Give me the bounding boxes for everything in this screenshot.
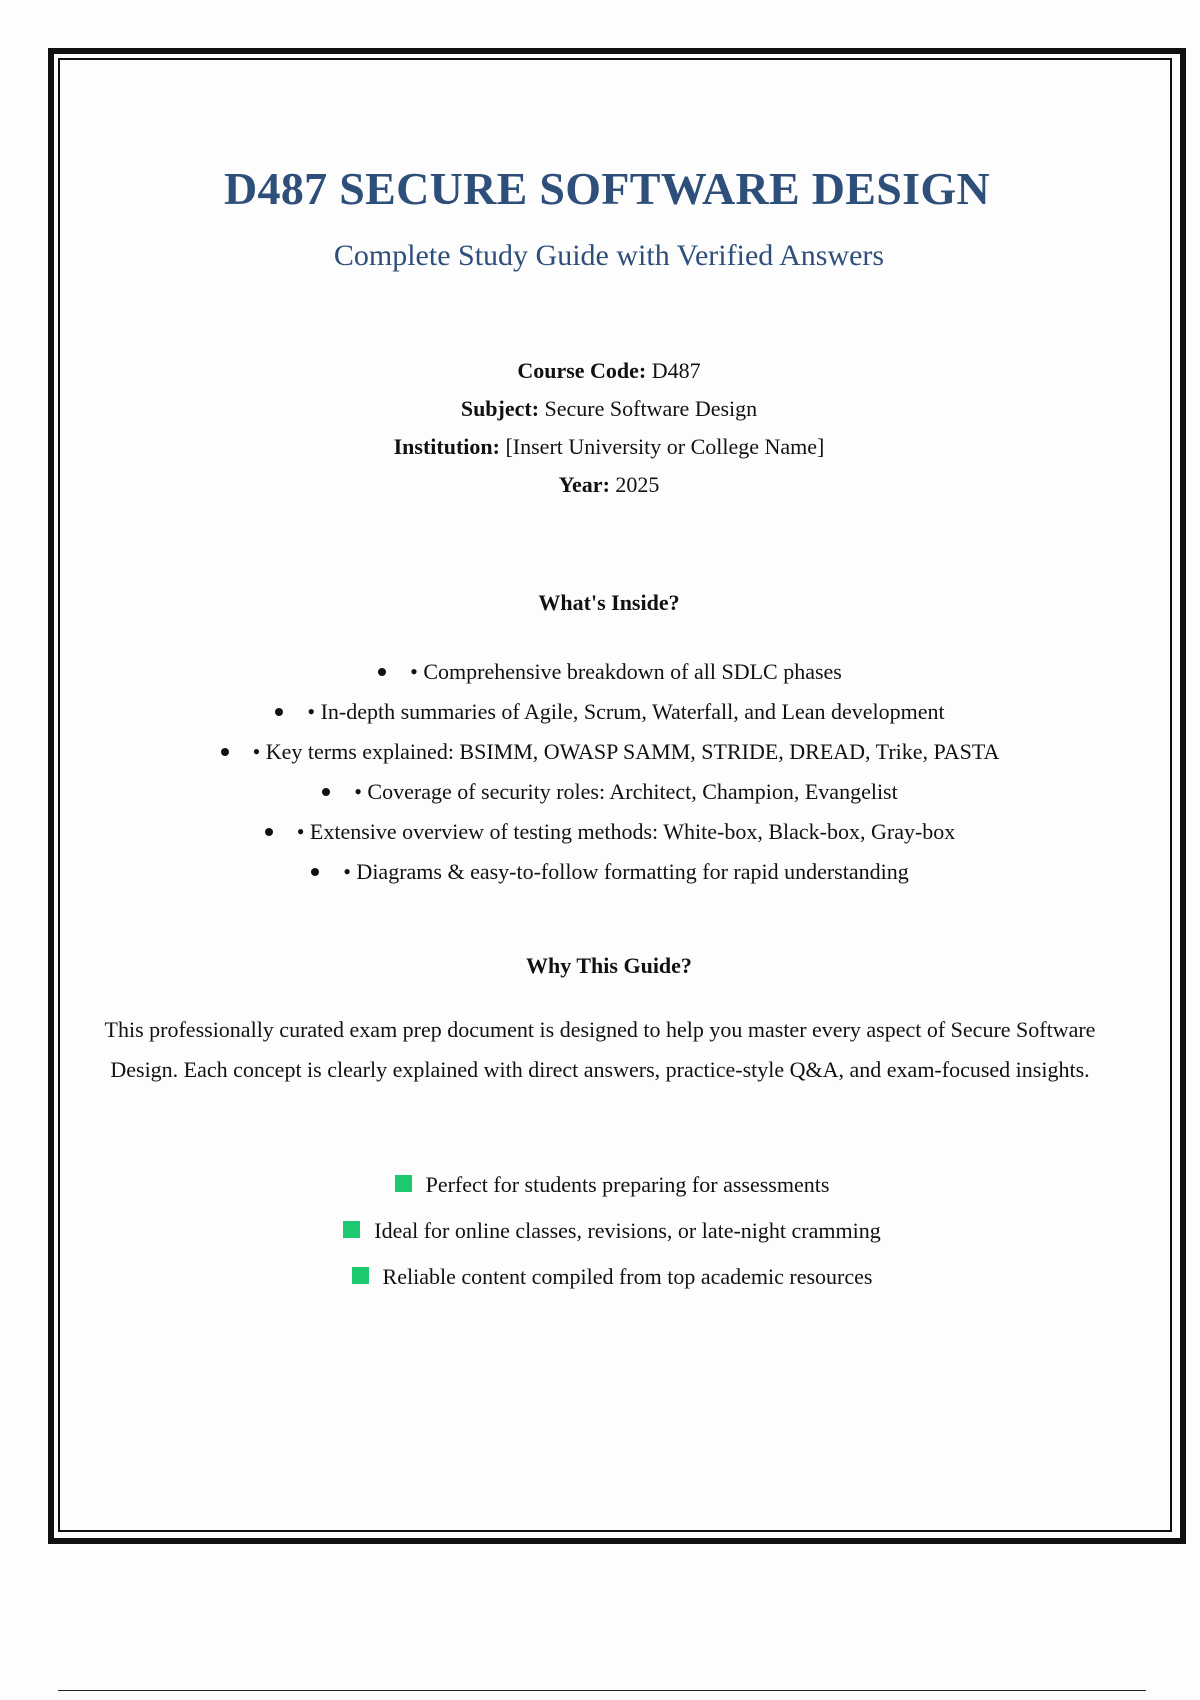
bullet-icon — [265, 828, 273, 836]
list-item — [56, 1165, 1168, 1211]
list-item-text: Perfect for students preparing for assessments — [425, 1172, 830, 1197]
why-this-guide-paragraph: This professionally curated exam prep document is designed to help you master every aspect of Secure Software Design. Each concept is clearly explained with direct answers, practice-style Q&A, and exam-focused insights. — [104, 1017, 1096, 1082]
bullet-icon — [275, 708, 283, 716]
bullet-icon — [221, 748, 229, 756]
whats-inside-heading: What's Inside? — [538, 590, 680, 615]
subject-row — [56, 390, 1162, 428]
cover-content — [62, 62, 1168, 1528]
institution-label: Institution: — [393, 434, 500, 459]
footer-divider — [58, 1690, 1146, 1691]
institution-row — [56, 428, 1162, 466]
list-item — [56, 1257, 1168, 1303]
list-item-text: Reliable content compiled from top academic resources — [382, 1264, 873, 1289]
institution-value: [Insert University or College Name] — [505, 434, 825, 459]
course-code-row — [56, 352, 1162, 390]
list-item-text: • In-depth summaries of Agile, Scrum, Waterfall, and Lean development — [307, 699, 945, 724]
list-item-text: • Diagrams & easy-to-follow formatting for rapid understanding — [343, 859, 909, 884]
subject-value: Secure Software Design — [544, 396, 758, 421]
bullet-icon — [322, 788, 330, 796]
list-item-text: • Key terms explained: BSIMM, OWASP SAMM, STRIDE, DREAD, Trike, PASTA — [252, 739, 1000, 764]
list-item — [56, 1211, 1168, 1257]
course-code-label: Course Code: — [517, 358, 647, 383]
bullet-icon — [311, 868, 319, 876]
green-square-icon — [352, 1267, 369, 1284]
year-row — [56, 466, 1162, 504]
year-label: Year: — [558, 472, 610, 497]
list-item — [52, 852, 1168, 892]
list-item — [52, 732, 1168, 772]
document-title: D487 SECURE SOFTWARE DESIGN — [224, 163, 990, 214]
year-value: 2025 — [615, 472, 660, 497]
bullet-icon — [378, 668, 386, 676]
course-code-value: D487 — [651, 358, 701, 383]
list-item-text: Ideal for online classes, revisions, or late-night cramming — [374, 1218, 881, 1243]
list-item — [52, 692, 1168, 732]
why-this-guide-heading: Why This Guide? — [526, 953, 692, 978]
list-item — [52, 812, 1168, 852]
green-square-icon — [395, 1175, 412, 1192]
subject-label: Subject: — [460, 396, 540, 421]
list-item — [52, 772, 1168, 812]
course-meta — [56, 352, 1162, 504]
list-item-text: • Extensive overview of testing methods: White-box, Black-box, Gray-box — [296, 819, 956, 844]
green-square-icon — [343, 1221, 360, 1238]
list-item-text: • Coverage of security roles: Architect, Champion, Evangelist — [354, 779, 898, 804]
whats-inside-list — [62, 652, 1168, 892]
list-item-text: • Comprehensive breakdown of all SDLC phases — [410, 659, 842, 684]
document-subtitle: Complete Study Guide with Verified Answers — [333, 239, 885, 272]
benefits-list — [62, 1165, 1168, 1303]
list-item — [52, 652, 1168, 692]
